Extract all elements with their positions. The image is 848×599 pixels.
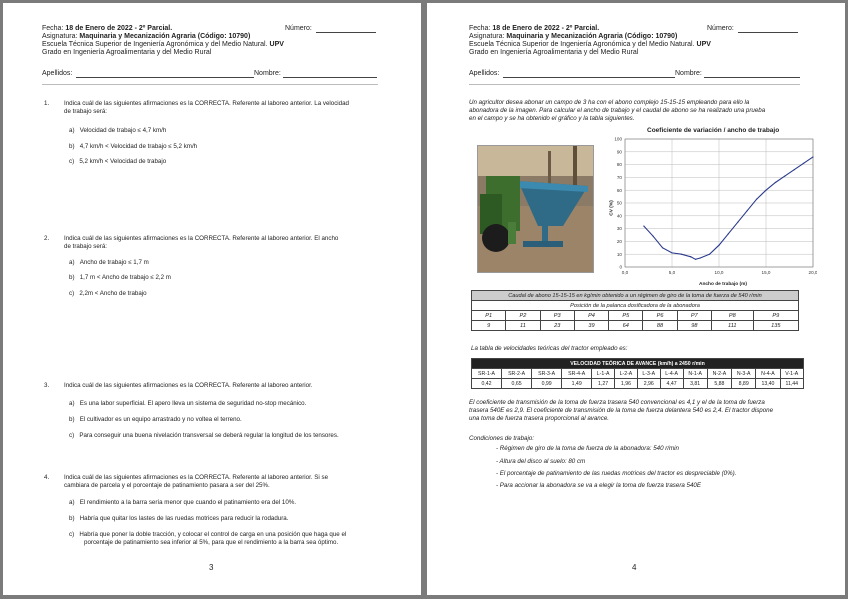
option-text: Es una labor superficial. El apero lleva un sistema de seguridad no-stop mecánico. — [79, 400, 307, 407]
fecha-line — [42, 25, 172, 33]
y-tick-label: 30 — [616, 226, 622, 232]
table-header-cell: SR-3-A — [532, 369, 562, 379]
cv-series-line — [644, 157, 813, 259]
caudal-table-subtitle: Posición de la palanca dosificadora de la abonadora — [472, 301, 799, 311]
escuela-line — [42, 41, 284, 49]
grado: Grado en Ingeniería Agroalimentaria y del Medio Rural — [42, 49, 212, 56]
table-cell: 1,27 — [592, 379, 615, 389]
numero-label: Número: — [285, 25, 312, 32]
asignatura-label: Asignatura: — [42, 33, 78, 40]
option-text: 1,7 m < Ancho de trabajo ≤ 2,2 m — [79, 274, 171, 281]
q3-text-1: Indica cuál de las siguientes afirmaciones es la CORRECTA. Referente al laboreo anterior. — [64, 382, 313, 389]
condition-4: - Para accionar la abonadora se va a elegir la toma de fuerza trasera 540E — [496, 482, 701, 489]
upv: UPV — [696, 41, 711, 48]
table-cell: 0,42 — [472, 379, 502, 389]
option-text: Habría que poner la doble tracción, y colocar el control de carga en una posición que haga que el — [79, 531, 347, 538]
q1-option-b[interactable] — [69, 143, 197, 151]
cv-point — [690, 256, 691, 257]
velocidad-table-title: VELOCIDAD TEÓRICA DE AVANCE (km/h) a 2450 r/min — [472, 359, 804, 369]
cv-point — [784, 176, 785, 177]
para2-line-3: una toma de fuerza trasera proporcional al avance. — [469, 415, 609, 422]
q2-text-1: Indica cuál de las siguientes afirmaciones es la CORRECTA. Referente al laboreo anterior. El ancho — [64, 235, 339, 242]
table-cell: 3,81 — [683, 379, 707, 389]
numero-label: Número: — [707, 25, 734, 32]
cv-point — [653, 236, 654, 237]
table-cell: 5,88 — [707, 379, 731, 389]
table-cell: 23 — [540, 321, 574, 331]
y-tick-label: 0 — [619, 264, 622, 270]
cv-point — [695, 259, 696, 260]
chart-title: Coeficiente de variación / ancho de trabajo — [647, 127, 780, 134]
condition-2: - Altura del disco al suelo: 80 cm — [496, 458, 586, 465]
asignatura-line — [42, 33, 250, 41]
table-header-cell: P1 — [472, 311, 506, 321]
fecha-line — [469, 25, 599, 33]
fecha-label: Fecha: — [469, 25, 491, 32]
apellidos-label: Apellidos: — [469, 70, 500, 77]
table-header-cell: P8 — [711, 311, 753, 321]
option-letter: c) — [69, 158, 75, 165]
option-text: Ancho de trabajo ≤ 1,7 m — [79, 259, 149, 266]
asignatura-label: Asignatura: — [469, 33, 505, 40]
table-cell: 0,99 — [532, 379, 562, 389]
page-number: 4 — [632, 563, 637, 572]
y-tick-label: 60 — [616, 187, 622, 193]
q1-number: 1. — [44, 100, 50, 107]
q4-option-b[interactable] — [69, 515, 288, 523]
intro-line-3: en el campo y se ha obtenido el gráfico y la tabla siguientes. — [469, 115, 635, 122]
cv-point — [756, 199, 757, 200]
q4-option-c[interactable] — [69, 531, 346, 539]
table-cell: 64 — [609, 321, 643, 331]
option-letter: c) — [69, 531, 75, 538]
table-cell: 0,65 — [502, 379, 532, 389]
grado: Grado en Ingeniería Agroalimentaria y del Medio Rural — [469, 49, 639, 56]
q3-option-a[interactable] — [69, 400, 306, 408]
option-letter: a) — [69, 127, 75, 134]
fertilizer-spreader-photo — [477, 145, 594, 273]
y-tick-label: 90 — [616, 149, 622, 155]
table-header-cell: P2 — [506, 311, 540, 321]
q4-option-a[interactable] — [69, 499, 296, 507]
cv-point — [737, 222, 738, 223]
nombre-label: Nombre: — [675, 70, 702, 77]
caudal-header-row — [472, 311, 799, 321]
table-cell: 135 — [753, 321, 798, 331]
table-header-cell: N-2-A — [707, 369, 731, 379]
cv-point — [765, 190, 766, 191]
fecha-label: Fecha: — [42, 25, 64, 32]
table-cell: 8,89 — [732, 379, 756, 389]
option-text: 4,7 km/h < Velocidad de trabajo ≤ 5,2 km/h — [79, 143, 198, 150]
escuela: Escuela Técnica Superior de Ingeniería Agronómica y del Medio Natural. — [42, 41, 268, 48]
upv: UPV — [269, 41, 284, 48]
cv-point — [803, 163, 804, 164]
table-header-cell: SR-4-A — [562, 369, 592, 379]
q4-text-1: Indica cuál de las siguientes afirmaciones es la CORRECTA. Referente al laboreo anterior. Si se — [64, 474, 329, 481]
caudal-values-row — [472, 321, 799, 331]
q2-option-a[interactable] — [69, 259, 149, 267]
header-divider — [469, 84, 800, 85]
y-tick-label: 40 — [616, 213, 622, 219]
table-cell: 9 — [472, 321, 506, 331]
numero-field — [316, 32, 376, 33]
para2-line-2: trasera 540E es 2,9. El coeficiente de transmisión de la toma de fuerza delantera 540 es 2,4. El tractor dispone — [469, 407, 774, 414]
table-header-cell: P4 — [574, 311, 608, 321]
nombre-field[interactable] — [283, 77, 377, 78]
y-tick-label: 50 — [616, 200, 622, 206]
table-header-cell: V-1-A — [780, 369, 803, 379]
y-tick-label: 20 — [616, 239, 622, 244]
page-number: 3 — [209, 563, 214, 572]
q2-text-2: de trabajo será: — [64, 243, 107, 250]
q1-option-c[interactable] — [69, 158, 166, 166]
cv-point — [671, 252, 672, 253]
table-cell: 4,47 — [660, 379, 683, 389]
option-text: Velocidad de trabajo ≤ 4,7 km/h — [79, 127, 167, 134]
asignatura-value: Maquinaria y Mecanización Agraria (Código: 10790) — [79, 33, 251, 40]
option-letter: c) — [69, 290, 75, 297]
x-tick-label: 5,0 — [668, 270, 676, 275]
page-3 — [3, 3, 421, 595]
chart-plot — [607, 137, 817, 295]
q4-text-2: cambiara de parcela y el porcentaje de patinamiento pasara a ser del 25%. — [64, 482, 270, 489]
velocidad-header-row — [472, 369, 804, 379]
option-text: El rendimiento a la barra sería menor que cuando el patinamiento era del 10%. — [79, 499, 297, 506]
option-text: 5,2 km/h < Velocidad de trabajo — [79, 158, 167, 165]
cv-point — [775, 182, 776, 183]
page-4 — [427, 3, 845, 595]
apellidos-field[interactable] — [76, 77, 254, 78]
cv-point — [794, 169, 795, 170]
q3-option-b[interactable] — [69, 416, 242, 424]
conditions-title: Condiciones de trabajo: — [469, 435, 535, 442]
q2-option-b[interactable] — [69, 274, 171, 282]
table-header-cell: P6 — [643, 311, 677, 321]
table-header-cell: P9 — [753, 311, 798, 321]
table-cell: 39 — [574, 321, 608, 331]
q4-number: 4. — [44, 474, 50, 481]
table-cell: 98 — [677, 321, 711, 331]
x-tick-label: 15,0 — [761, 270, 771, 275]
cv-point — [643, 225, 644, 226]
q4-option-c-cont: porcentaje de patinamiento sea inferior al 5%, para que el rendimiento a la barra sea óptimo. — [84, 539, 339, 546]
header-divider — [42, 84, 378, 85]
q2-option-c[interactable] — [69, 290, 147, 298]
cv-chart — [607, 127, 817, 292]
apellidos-field[interactable] — [503, 77, 675, 78]
table-header-cell: P7 — [677, 311, 711, 321]
asignatura-value: Maquinaria y Mecanización Agraria (Código: 10790) — [506, 33, 678, 40]
x-tick-label: 0,0 — [621, 270, 629, 275]
table-header-cell: L-3-A — [637, 369, 660, 379]
table-cell: 2,96 — [637, 379, 660, 389]
nombre-label: Nombre: — [254, 70, 281, 77]
q1-text-1: Indica cuál de las siguientes afirmaciones es la CORRECTA. Referente al laboreo anterior. La velocidad — [64, 100, 350, 107]
table-header-cell: L-2-A — [615, 369, 638, 379]
x-tick-label: 20,0 — [808, 270, 817, 275]
cv-point — [747, 210, 748, 211]
table-header-cell: N-3-A — [732, 369, 756, 379]
numero-field[interactable] — [738, 32, 798, 33]
q1-text-2: de trabajo será: — [64, 108, 107, 115]
q2-number: 2. — [44, 235, 50, 242]
caudal-table-title: Caudal de abono 15-15-15 en kg/min obtenido a un régimen de giro de la toma de fuerza de 540 r/min — [472, 291, 799, 301]
table-header-cell: L-1-A — [592, 369, 615, 379]
intro-line-2: abonadora de la imagen. Para calcular el ancho de trabajo y el caudal de abono se ha realizado una prueba — [469, 107, 766, 114]
cv-point — [709, 254, 710, 255]
table-header-cell: P3 — [540, 311, 574, 321]
escuela-line — [469, 41, 711, 49]
option-text: El cultivador es un equipo arrastrado y no voltea el terreno. — [79, 416, 242, 423]
q3-option-c[interactable] — [69, 432, 339, 440]
option-text: Habría que quitar los lastes de las ruedas motrices para reducir la rodadura. — [79, 515, 289, 522]
cv-point — [718, 245, 719, 246]
option-text: 2,2m < Ancho de trabajo — [79, 290, 147, 297]
velocidad-values-row — [472, 379, 804, 389]
cv-point — [681, 254, 682, 255]
table-cell: 11 — [506, 321, 540, 331]
table-header-cell: N-4-A — [756, 369, 780, 379]
option-letter: a) — [69, 259, 75, 266]
table-cell: 11,44 — [780, 379, 803, 389]
chart-xlabel: Ancho de trabajo (m) — [699, 282, 747, 287]
fecha-value: 18 de Enero de 2022 - 2º Parcial. — [65, 25, 173, 32]
table-cell: 88 — [643, 321, 677, 331]
y-tick-label: 100 — [614, 137, 622, 142]
condition-1: - Régimen de giro de la toma de fuerza de la abonadora: 540 r/min — [496, 445, 679, 452]
q3-number: 3. — [44, 382, 50, 389]
cv-point — [662, 247, 663, 248]
cv-point — [812, 156, 813, 157]
option-letter: b) — [69, 515, 75, 522]
q1-option-a[interactable] — [69, 127, 166, 135]
x-tick-label: 10,0 — [714, 270, 724, 275]
table-cell: 111 — [711, 321, 753, 331]
table-header-cell: P5 — [609, 311, 643, 321]
option-letter: b) — [69, 143, 75, 150]
table-header-cell: SR-2-A — [502, 369, 532, 379]
option-letter: c) — [69, 432, 75, 439]
condition-3: - El porcentaje de patinamiento de las ruedas motrices del tractor es despreciable (0%). — [496, 470, 737, 477]
option-text: Para conseguir una buena nivelación transversal se deberá regular la longitud de los tensores. — [79, 432, 339, 439]
chart-ylabel: CV (%) — [609, 200, 615, 216]
cv-point — [728, 233, 729, 234]
table-header-cell: L-4-A — [660, 369, 683, 379]
option-letter: a) — [69, 499, 75, 506]
escuela: Escuela Técnica Superior de Ingeniería Agronómica y del Medio Natural. — [469, 41, 695, 48]
table2-caption: La tabla de velocidades teóricas del tractor empleado es: — [471, 345, 628, 352]
caudal-table — [471, 290, 799, 331]
nombre-field[interactable] — [704, 77, 800, 78]
intro-line-1: Un agricultor desea abonar un campo de 3 ha con el abono complejo 15-15-15 empleando para ello la — [469, 99, 750, 106]
y-tick-label: 10 — [616, 251, 622, 257]
table-cell: 1,96 — [615, 379, 638, 389]
y-tick-label: 80 — [616, 162, 622, 168]
table-header-cell: N-1-A — [683, 369, 707, 379]
spreader-illustration — [478, 146, 593, 272]
asignatura-line — [469, 33, 677, 41]
apellidos-label: Apellidos: — [42, 70, 73, 77]
table-cell: 13,40 — [756, 379, 780, 389]
fecha-value: 18 de Enero de 2022 - 2º Parcial. — [492, 25, 600, 32]
para2-line-1: El coeficiente de transmisión de la toma de fuerza trasera 540 convencional es 4,1 y el de la toma de fuerza — [469, 399, 765, 406]
y-tick-label: 70 — [616, 175, 622, 180]
velocidad-table — [471, 358, 804, 389]
table-header-cell: SR-1-A — [472, 369, 502, 379]
cv-point — [700, 257, 701, 258]
table-cell: 1,49 — [562, 379, 592, 389]
option-letter: b) — [69, 416, 75, 423]
option-letter: a) — [69, 400, 75, 407]
option-letter: b) — [69, 274, 75, 281]
